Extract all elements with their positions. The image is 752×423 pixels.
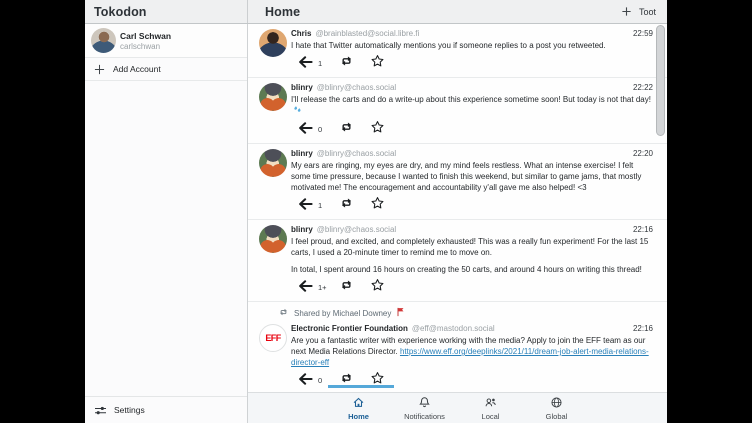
reply-count: 0 bbox=[318, 376, 323, 385]
sliders-icon bbox=[93, 404, 107, 416]
plus-icon bbox=[620, 6, 634, 18]
reply-button[interactable] bbox=[298, 55, 327, 73]
reply-button[interactable] bbox=[298, 121, 327, 139]
sweat-droplets-icon bbox=[293, 105, 302, 117]
boost-button[interactable] bbox=[339, 120, 354, 139]
sidebar-header bbox=[85, 0, 248, 23]
timeline[interactable] bbox=[248, 24, 667, 392]
favourite-button[interactable] bbox=[370, 278, 385, 297]
author-handle[interactable]: @blinry@chaos.social bbox=[316, 225, 397, 234]
post-actions bbox=[291, 56, 653, 71]
boost-button[interactable] bbox=[339, 196, 354, 215]
post-actions bbox=[291, 280, 653, 295]
post-paragraph: I'll release the carts and do a write-up about this experience sometime soon! But today is not that day! bbox=[291, 94, 653, 117]
post-paragraph: In total, I spent around 16 hours on creating the 50 carts, and around 4 hours on writing this thread! bbox=[291, 265, 642, 274]
post-timestamp: 22:16 bbox=[632, 225, 653, 234]
reply-arrow-icon bbox=[298, 197, 314, 215]
main-area bbox=[248, 24, 667, 423]
author-avatar[interactable] bbox=[259, 324, 287, 352]
boost-icon bbox=[339, 196, 354, 215]
post-paragraph: I feel proud, and excited, and completely exhausted! This was a really fun experiment! For the last 15 carts, I used a 20-minute timer to remind me to move on. bbox=[291, 237, 649, 257]
shared-by-row bbox=[259, 306, 653, 323]
author-handle[interactable]: @blinry@chaos.social bbox=[316, 149, 397, 158]
bell-icon bbox=[418, 396, 431, 411]
boost-icon bbox=[278, 307, 289, 319]
people-icon bbox=[484, 396, 497, 411]
tokodon-window bbox=[85, 0, 667, 423]
author-handle[interactable]: @brainblasted@social.libre.fi bbox=[315, 29, 420, 38]
boost-button[interactable] bbox=[339, 54, 354, 73]
post-timestamp: 22:16 bbox=[632, 324, 653, 333]
reply-button[interactable] bbox=[298, 279, 327, 297]
titlebar bbox=[85, 0, 667, 24]
eff-logo-text: EFF bbox=[265, 333, 281, 343]
post-timestamp: 22:20 bbox=[632, 149, 653, 158]
boost-button[interactable] bbox=[339, 278, 354, 297]
tab-notifications-label: Notifications bbox=[404, 411, 445, 421]
reply-button[interactable] bbox=[298, 197, 327, 215]
favourite-button[interactable] bbox=[370, 120, 385, 139]
tab-home[interactable] bbox=[326, 396, 392, 421]
post-timestamp: 22:22 bbox=[632, 83, 653, 92]
reply-count: 0 bbox=[318, 125, 323, 134]
author-avatar[interactable] bbox=[259, 83, 287, 111]
author-name[interactable]: blinry bbox=[291, 225, 313, 234]
author-avatar[interactable] bbox=[259, 225, 287, 253]
author-name[interactable]: blinry bbox=[291, 149, 313, 158]
post-text bbox=[291, 236, 653, 275]
post-actions bbox=[291, 198, 653, 213]
favourite-button[interactable] bbox=[370, 54, 385, 73]
home-icon bbox=[352, 396, 365, 411]
reply-arrow-icon bbox=[298, 372, 314, 390]
tab-local-label: Local bbox=[481, 411, 500, 421]
author-avatar[interactable] bbox=[259, 29, 287, 57]
account-handle: carlschwan bbox=[120, 41, 161, 51]
reply-count: 1 bbox=[318, 59, 323, 68]
star-icon bbox=[370, 196, 385, 215]
favourite-button[interactable] bbox=[370, 196, 385, 215]
boost-icon bbox=[339, 54, 354, 73]
vertical-scrollbar[interactable] bbox=[656, 25, 665, 136]
reply-count: 1 bbox=[318, 201, 323, 210]
post bbox=[248, 24, 667, 78]
post-actions bbox=[291, 122, 653, 137]
author-avatar[interactable] bbox=[259, 149, 287, 177]
author-handle[interactable]: @eff@mastodon.social bbox=[411, 324, 495, 333]
post bbox=[248, 302, 667, 392]
plus-icon bbox=[92, 63, 106, 75]
post-paragraph: Are you a fantastic writer with experience working with the media? Apply to join the EFF team as our next Media Relations Director. https://www.eff.org/deeplinks/2021/11/dream-job-alert-media-relations-director-eff bbox=[291, 336, 649, 367]
boost-icon bbox=[339, 278, 354, 297]
author-name[interactable]: Chris bbox=[291, 29, 312, 38]
post-paragraph: My ears are ringing, my eyes are dry, and my mind feels restless. What an intense exercise! I felt some time pressure, because I wanted to finish this weekend, but similar to game jams, that mostly motivated me! The encouragement and accountability y'all gave me also helped! <3 bbox=[291, 161, 642, 192]
page-header bbox=[248, 0, 667, 23]
shared-by-label[interactable]: Shared by Michael Downey bbox=[294, 308, 392, 318]
sidebar bbox=[85, 24, 248, 423]
tab-notifications[interactable] bbox=[392, 396, 458, 421]
author-name[interactable]: blinry bbox=[291, 83, 313, 92]
tab-home-label: Home bbox=[348, 411, 369, 421]
reply-button[interactable] bbox=[298, 372, 327, 390]
reply-arrow-icon bbox=[298, 279, 314, 297]
tab-global[interactable] bbox=[524, 396, 590, 421]
add-account-button[interactable] bbox=[85, 58, 247, 81]
add-account-label: Add Account bbox=[113, 64, 161, 74]
author-name[interactable]: Electronic Frontier Foundation bbox=[291, 324, 408, 333]
post bbox=[248, 220, 667, 302]
reply-arrow-icon bbox=[298, 55, 314, 73]
post-text bbox=[291, 335, 653, 368]
post-paragraph: I hate that Twitter automatically mentions you if someone replies to a post you retweeted. bbox=[291, 41, 606, 50]
toot-button-label: Toot bbox=[638, 6, 656, 17]
sidebar-account-item[interactable] bbox=[85, 24, 247, 58]
selection-underline-artifact bbox=[328, 385, 394, 388]
post-text bbox=[291, 40, 653, 51]
boost-icon bbox=[339, 120, 354, 139]
author-handle[interactable]: @blinry@chaos.social bbox=[316, 83, 397, 92]
tab-global-label: Global bbox=[545, 411, 568, 421]
post bbox=[248, 144, 667, 220]
reply-count: 1+ bbox=[318, 283, 327, 292]
page-title: Home bbox=[265, 4, 301, 19]
settings-label: Settings bbox=[114, 405, 145, 415]
app-title: Tokodon bbox=[94, 4, 147, 19]
post-text bbox=[291, 160, 653, 193]
post-timestamp: 22:59 bbox=[632, 29, 653, 38]
globe-icon bbox=[550, 396, 563, 411]
post bbox=[248, 78, 667, 144]
post-text bbox=[291, 94, 653, 117]
post-link[interactable]: https://www.eff.org/deeplinks/2021/11/dream-job-alert-media-relations-director-eff bbox=[291, 347, 649, 367]
reply-arrow-icon bbox=[298, 121, 314, 139]
account-avatar bbox=[91, 28, 116, 53]
settings-button[interactable] bbox=[85, 396, 247, 423]
star-icon bbox=[370, 278, 385, 297]
red-flag-icon bbox=[396, 307, 405, 319]
account-name: Carl Schwan bbox=[120, 30, 172, 41]
toot-button[interactable] bbox=[620, 6, 656, 18]
bottom-navigation bbox=[248, 392, 667, 423]
star-icon bbox=[370, 120, 385, 139]
tab-local[interactable] bbox=[458, 396, 524, 421]
sidebar-spacer bbox=[85, 81, 247, 396]
star-icon bbox=[370, 54, 385, 73]
